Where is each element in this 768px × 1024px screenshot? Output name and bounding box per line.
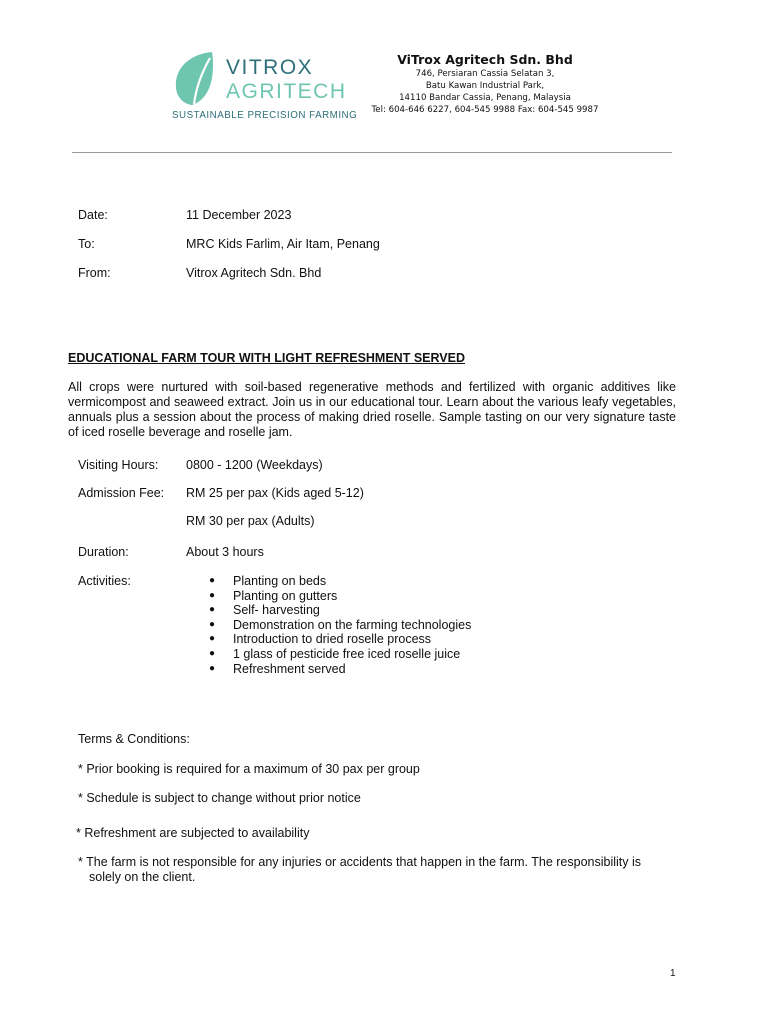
activities-list xyxy=(204,574,471,676)
term-line: solely on the client. xyxy=(89,870,196,884)
term-item-liability xyxy=(78,855,678,885)
fee-kids-value: RM 25 per pax (Kids aged 5-12) xyxy=(186,486,364,500)
list-item: ● Planting on beds xyxy=(233,574,471,589)
company-logo xyxy=(170,48,360,124)
activities-label: Activities: xyxy=(78,574,131,588)
company-address-block xyxy=(360,52,610,116)
date-label: Date: xyxy=(78,208,108,222)
contact-line: Tel: 604-646 6227, 604-545 9988 Fax: 604-545 9987 xyxy=(371,105,599,115)
term-item: * Prior booking is required for a maximum of 30 pax per group xyxy=(78,762,420,776)
document-heading: EDUCATIONAL FARM TOUR WITH LIGHT REFRESHMENT SERVED xyxy=(68,351,465,365)
list-item: ● Demonstration on the farming technologies xyxy=(233,618,471,633)
term-item: * Refreshment are subjected to availability xyxy=(76,826,310,840)
page-number: 1 xyxy=(670,968,676,979)
to-label: To: xyxy=(78,237,95,251)
header-divider xyxy=(72,152,672,153)
visiting-hours-label: Visiting Hours: xyxy=(78,458,159,472)
term-item: * Schedule is subject to change without prior notice xyxy=(78,791,361,805)
list-item: ● Planting on gutters xyxy=(233,589,471,604)
to-value: MRC Kids Farlim, Air Itam, Penang xyxy=(186,237,380,251)
date-value: 11 December 2023 xyxy=(186,208,292,222)
visiting-hours-value: 0800 - 1200 (Weekdays) xyxy=(186,458,323,472)
duration-value: About 3 hours xyxy=(186,545,264,559)
logo-tagline: SUSTAINABLE PRECISION FARMING xyxy=(172,110,358,121)
list-item: ● Refreshment served xyxy=(233,662,471,677)
from-value: Vitrox Agritech Sdn. Bhd xyxy=(186,266,322,280)
duration-label: Duration: xyxy=(78,545,129,559)
list-item: ● Introduction to dried roselle process xyxy=(233,632,471,647)
term-line: * The farm is not responsible for any injuries or accidents that happen in the farm. The responsibility is xyxy=(78,855,642,869)
admission-fee-label: Admission Fee: xyxy=(78,486,165,500)
logo-word-agritech: AGRITECH xyxy=(226,80,347,103)
terms-title: Terms & Conditions: xyxy=(78,732,190,746)
company-name: ViTrox Agritech Sdn. Bhd xyxy=(397,52,573,67)
address-line: 14110 Bandar Cassia, Penang, Malaysia xyxy=(399,93,571,103)
list-item: ● Self- harvesting xyxy=(233,603,471,618)
address-line: Batu Kawan Industrial Park, xyxy=(425,81,545,91)
intro-paragraph: All crops were nurtured with soil-based regenerative methods and fertilized with organic additives like vermicompost and seaweed extract. Join us in our educational tour. Learn about the various leafy vegetables, annuals plus a session about the process of making dried roselle. Sample tasting on our very signature taste of iced roselle beverage and roselle jam. xyxy=(68,380,676,439)
fee-adults-value: RM 30 per pax (Adults) xyxy=(186,514,315,528)
logo-word-vitrox: VITROX xyxy=(226,56,314,79)
list-item: ● 1 glass of pesticide free iced roselle juice xyxy=(233,647,471,662)
address-line: 746, Persiaran Cassia Selatan 3, xyxy=(415,69,555,79)
leaf-icon xyxy=(172,50,218,106)
from-label: From: xyxy=(78,266,111,280)
